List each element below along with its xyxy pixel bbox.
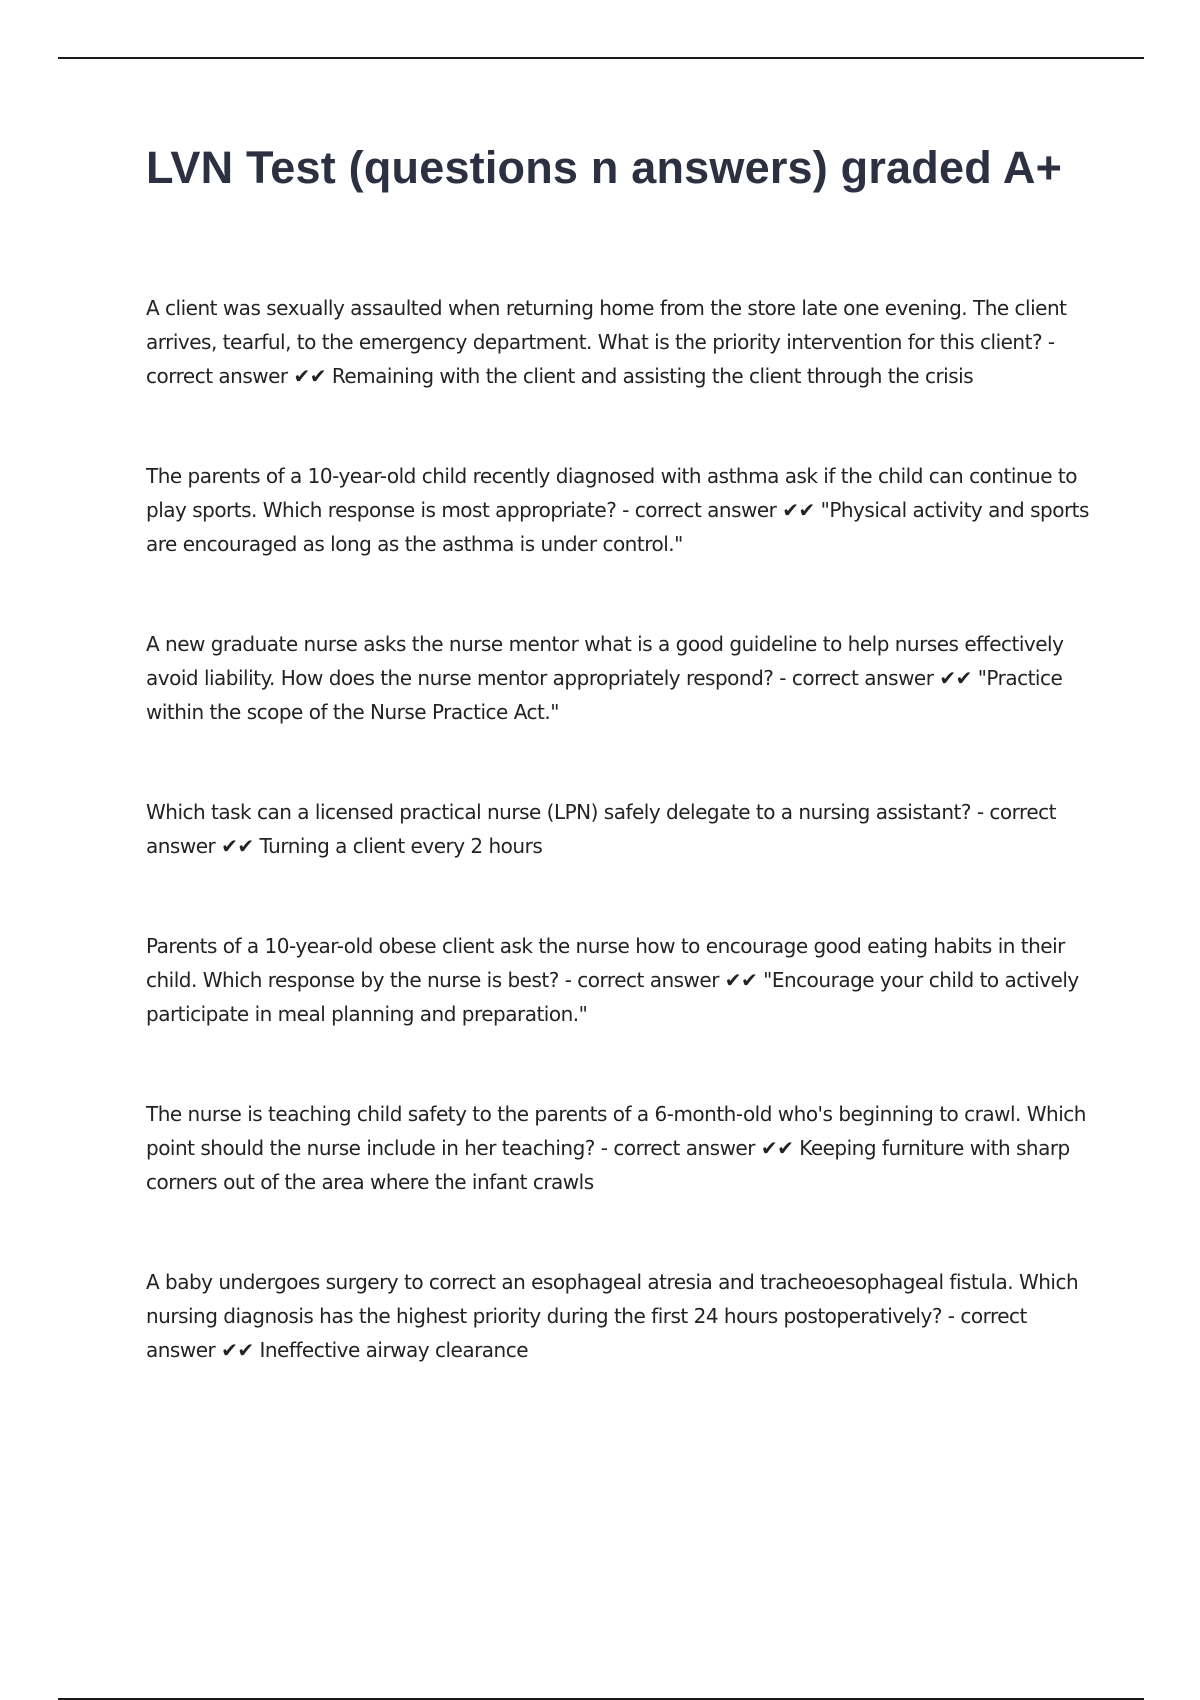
answer-text: Remaining with the client and assisting the client through the crisis — [331, 364, 974, 388]
question-text: The parents of a 10-year-old child recently diagnosed with asthma ask if the child can continue to play sports. Which response is most appropriate? — [146, 464, 1077, 522]
answer-separator: - correct answer ✔✔ — [146, 1304, 1027, 1362]
question-text: Which task can a licensed practical nurse (LPN) safely delegate to a nursing assistant? — [146, 800, 971, 824]
qa-item — [146, 929, 1096, 1031]
qa-item — [146, 459, 1096, 561]
top-divider — [58, 57, 1144, 59]
question-text: A baby undergoes surgery to correct an esophageal atresia and tracheoesophageal fistula. Which nursing diagnosis has the highest priority during the first 24 hours postoperatively? — [146, 1270, 1079, 1328]
qa-item — [146, 1265, 1096, 1367]
answer-separator: - correct answer ✔✔ — [594, 1136, 800, 1160]
answer-separator: - correct answer ✔✔ — [773, 666, 978, 690]
question-text: Parents of a 10-year-old obese client ask the nurse how to encourage good eating habits in their child. Which response by the nurse is best? — [146, 934, 1065, 992]
qa-item — [146, 291, 1096, 393]
qa-item — [146, 627, 1096, 729]
answer-text: "Physical activity and sports are encouraged as long as the asthma is under control." — [146, 498, 1089, 556]
qa-item — [146, 1097, 1096, 1199]
answer-separator: - correct answer ✔✔ — [616, 498, 821, 522]
answer-text: Turning a client every 2 hours — [259, 834, 543, 858]
answer-separator: - correct answer ✔✔ — [558, 968, 764, 992]
answer-text: "Encourage your child to actively participate in meal planning and preparation." — [146, 968, 1079, 1026]
question-text: A client was sexually assaulted when returning home from the store late one evening. The client arrives, tearful, to the emergency department. What is the priority intervention for this client? — [146, 296, 1067, 354]
answer-text: "Practice within the scope of the Nurse Practice Act." — [146, 666, 1063, 724]
qa-list — [146, 291, 1096, 1367]
answer-separator: - correct answer ✔✔ — [146, 330, 1055, 388]
answer-text: Keeping furniture with sharp corners out of the area where the infant crawls — [146, 1136, 1070, 1194]
question-text: The nurse is teaching child safety to the parents of a 6-month-old who's beginning to crawl. Which point should the nurse include in her teaching? — [146, 1102, 1086, 1160]
answer-separator: - correct answer ✔✔ — [146, 800, 1056, 858]
qa-item — [146, 795, 1096, 863]
document-title: LVN Test (questions n answers) graded A+ — [146, 142, 1063, 193]
question-text: A new graduate nurse asks the nurse mentor what is a good guideline to help nurses effectively avoid liability. How does the nurse mentor appropriately respond? — [146, 632, 1064, 690]
document-body — [146, 140, 1096, 1433]
answer-text: Ineffective airway clearance — [259, 1338, 529, 1362]
